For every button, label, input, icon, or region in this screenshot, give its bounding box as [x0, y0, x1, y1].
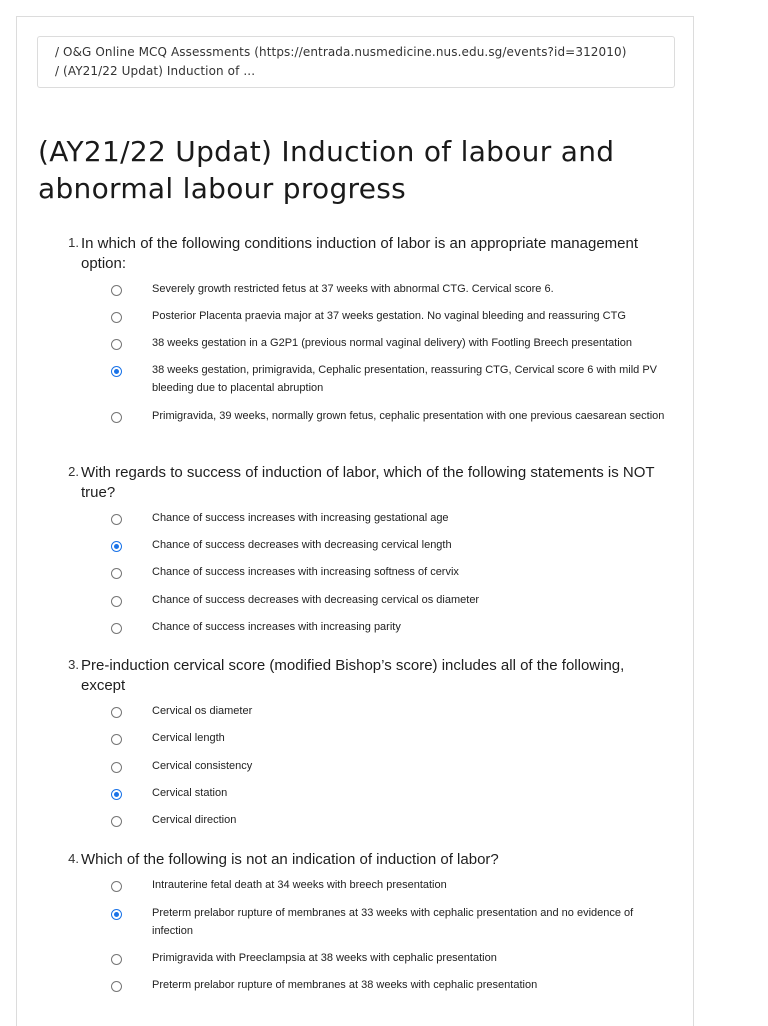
radio-button[interactable]: [111, 285, 122, 296]
question-number: 3.: [68, 657, 79, 672]
question-text: Pre-induction cervical score (modified Bishop’s score) includes all of the following, except: [81, 657, 625, 694]
radio-button[interactable]: [111, 707, 122, 718]
radio-button[interactable]: [111, 514, 122, 525]
option-label: Cervical os diameter: [152, 705, 253, 717]
option-label: Preterm prelabor rupture of membranes at 38 weeks with cephalic presentation: [152, 979, 538, 991]
option-label: Posterior Placenta praevia major at 37 weeks gestation. No vaginal bleeding and reassuring CTG: [152, 310, 626, 322]
radio-button[interactable]: [111, 596, 122, 607]
option-label: Chance of success increases with increasing softness of cervix: [152, 566, 459, 578]
page-title: (AY21/22 Updat) Induction of labour and abnormal labour progress: [38, 135, 615, 205]
radio-button[interactable]: [111, 568, 122, 579]
radio-button-selected[interactable]: [111, 541, 122, 552]
option-label: Primigravida with Preeclampsia at 38 weeks with cephalic presentation: [152, 952, 497, 964]
option-label: 38 weeks gestation, primigravida, Cephalic presentation, reassuring CTG, Cervical score 6 with mild PV bleeding due to placental abruption: [152, 364, 657, 394]
breadcrumb-current: / (AY21/22 Updat) Induction of ...: [55, 64, 256, 78]
option-label: 38 weeks gestation in a G2P1 (previous normal vaginal delivery) with Footling Breech presentation: [152, 337, 632, 349]
radio-button[interactable]: [111, 339, 122, 350]
radio-button[interactable]: [111, 623, 122, 634]
radio-button-selected[interactable]: [111, 909, 122, 920]
option-label: Preterm prelabor rupture of membranes at 33 weeks with cephalic presentation and no evidence of infection: [152, 907, 634, 937]
option-label: Intrauterine fetal death at 34 weeks with breech presentation: [152, 879, 447, 891]
radio-button[interactable]: [111, 981, 122, 992]
question-text: Which of the following is not an indication of induction of labor?: [81, 851, 499, 868]
option-label: Severely growth restricted fetus at 37 weeks with abnormal CTG. Cervical score 6.: [152, 283, 554, 295]
radio-button-selected[interactable]: [111, 789, 122, 800]
radio-button[interactable]: [111, 412, 122, 423]
radio-button[interactable]: [111, 954, 122, 965]
option-label: Chance of success increases with increasing gestational age: [152, 512, 449, 524]
radio-button[interactable]: [111, 312, 122, 323]
option-label: Chance of success decreases with decreasing cervical length: [152, 539, 452, 551]
option-label: Chance of success increases with increasing parity: [152, 621, 401, 633]
option-label: Chance of success decreases with decreasing cervical os diameter: [152, 594, 480, 606]
breadcrumb: [37, 36, 675, 88]
option-label: Cervical consistency: [152, 760, 253, 772]
option-label: Primigravida, 39 weeks, normally grown fetus, cephalic presentation with one previous caesarean section: [152, 410, 665, 422]
question-text: In which of the following conditions induction of labor is an appropriate management option:: [81, 235, 639, 272]
question-text: With regards to success of induction of labor, which of the following statements is NOT true?: [81, 464, 655, 501]
page-frame: [16, 16, 694, 1026]
option-label: Cervical station: [152, 787, 228, 799]
radio-button[interactable]: [111, 881, 122, 892]
breadcrumb-link-assessments[interactable]: / O&G Online MCQ Assessments (https://entrada.nusmedicine.nus.edu.sg/events?id=312010): [55, 45, 627, 59]
question-number: 2.: [68, 464, 79, 479]
option-label: Cervical length: [152, 732, 225, 744]
question-number: 4.: [68, 851, 79, 866]
radio-button-selected[interactable]: [111, 366, 122, 377]
radio-button[interactable]: [111, 734, 122, 745]
question-number: 1.: [68, 235, 79, 250]
option-label: Cervical direction: [152, 814, 237, 826]
radio-button[interactable]: [111, 816, 122, 827]
radio-button[interactable]: [111, 762, 122, 773]
